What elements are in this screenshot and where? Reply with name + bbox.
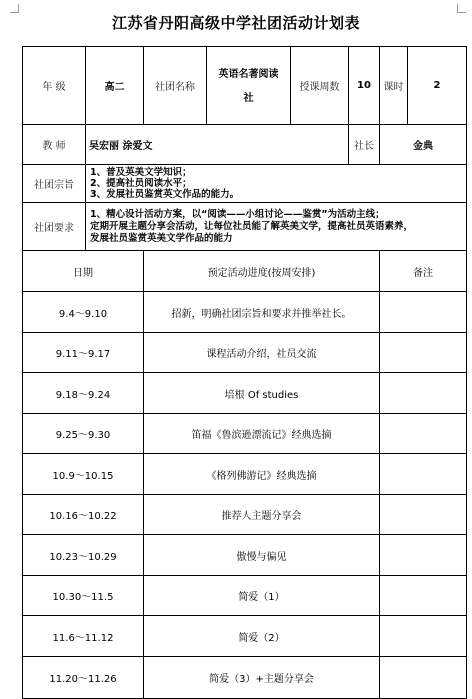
purpose-label: 社团宗旨 [23, 165, 86, 203]
schedule-note [380, 333, 467, 373]
club-name-line-1: 英语名著阅读 [218, 68, 279, 80]
schedule-activity: 笛福《鲁滨逊漂流记》经典选摘 [144, 414, 380, 454]
schedule-date: 9.11～9.17 [23, 333, 144, 373]
table-row [23, 373, 467, 414]
teacher-value: 吴宏丽 涂爱文 [86, 125, 349, 165]
lessons-value: 2 [408, 47, 467, 125]
schedule-note [380, 657, 467, 699]
club-name-label: 社团名称 [144, 47, 207, 125]
leader-label: 社长 [349, 125, 380, 165]
schedule-note [380, 576, 467, 616]
club-name-line-2: 社 [243, 92, 254, 104]
schedule-date: 10.23～10.29 [23, 535, 144, 576]
purpose-item: 2、提高社员阅读水平； [90, 178, 192, 189]
lessons-label: 课时 [380, 47, 408, 125]
table-row [23, 414, 467, 454]
schedule-date: 9.4～9.10 [23, 292, 144, 333]
table-row [23, 495, 467, 535]
table-row [23, 657, 467, 699]
schedule-activity: 傲慢与偏见 [144, 535, 380, 576]
schedule-date: 9.18～9.24 [23, 373, 144, 414]
activity-plan-table [22, 46, 467, 699]
club-name-value [207, 47, 291, 125]
schedule-date: 10.30～11.5 [23, 576, 144, 616]
purpose-list [86, 165, 467, 203]
table-row [23, 616, 467, 657]
leader-value: 金典 [380, 125, 467, 165]
schedule-activity: 推荐人主题分享会 [144, 495, 380, 535]
teacher-label: 教 师 [23, 125, 86, 165]
schedule-date: 11.6～11.12 [23, 616, 144, 657]
requirement-line: 1、精心设计活动方案，以“阅读——小组讨论——鉴赏”为活动主线； [90, 208, 385, 220]
schedule-note [380, 454, 467, 495]
grade-label: 年 级 [23, 47, 86, 125]
schedule-activity: 简爱（2） [144, 616, 380, 657]
schedule-header-activity: 预定活动进度(按周安排) [144, 251, 380, 292]
schedule-activity: 招新，明确社团宗旨和要求并推举社长。 [144, 292, 380, 333]
document-title: 江苏省丹阳高级中学社团活动计划表 [111, 14, 360, 32]
schedule-note [380, 373, 467, 414]
schedule-activity: 《格列佛游记》经典选摘 [144, 454, 380, 495]
weekly-lessons-label: 授课周数 [291, 47, 349, 125]
schedule-note [380, 292, 467, 333]
requirement-line: 定期开展主题分享会活动，让每位社员能了解英美文学，提高社员英语素养， [90, 220, 414, 232]
table-row [23, 292, 467, 333]
schedule-date: 9.25～9.30 [23, 414, 144, 454]
schedule-note [380, 414, 467, 454]
requirement-line: 发展社员鉴赏英美文学作品的能力 [90, 232, 233, 244]
grade-value: 高二 [86, 47, 144, 125]
schedule-activity: 简爱（3）+主题分享会 [144, 657, 380, 699]
schedule-activity: 课程活动介绍，社员交流 [144, 333, 380, 373]
schedule-date: 10.9～10.15 [23, 454, 144, 495]
weekly-lessons-value: 10 [349, 47, 380, 125]
table-row [23, 535, 467, 576]
schedule-header-date: 日期 [23, 251, 144, 292]
purpose-item: 3、发展社员鉴赏英文作品的能力。 [90, 189, 240, 200]
schedule-activity: 简爱（1） [144, 576, 380, 616]
requirement-text [86, 203, 467, 251]
schedule-header-note: 备注 [380, 251, 467, 292]
schedule-note [380, 495, 467, 535]
table-row [23, 333, 467, 373]
table-row [23, 576, 467, 616]
schedule-note [380, 616, 467, 657]
schedule-date: 11.20～11.26 [23, 657, 144, 699]
schedule-date: 10.16～10.22 [23, 495, 144, 535]
schedule-activity: 培根 Of studies [144, 373, 380, 414]
requirement-label: 社团要求 [23, 203, 86, 251]
purpose-item: 1、普及英美文学知识； [90, 167, 192, 178]
schedule-note [380, 535, 467, 576]
table-row [23, 454, 467, 495]
